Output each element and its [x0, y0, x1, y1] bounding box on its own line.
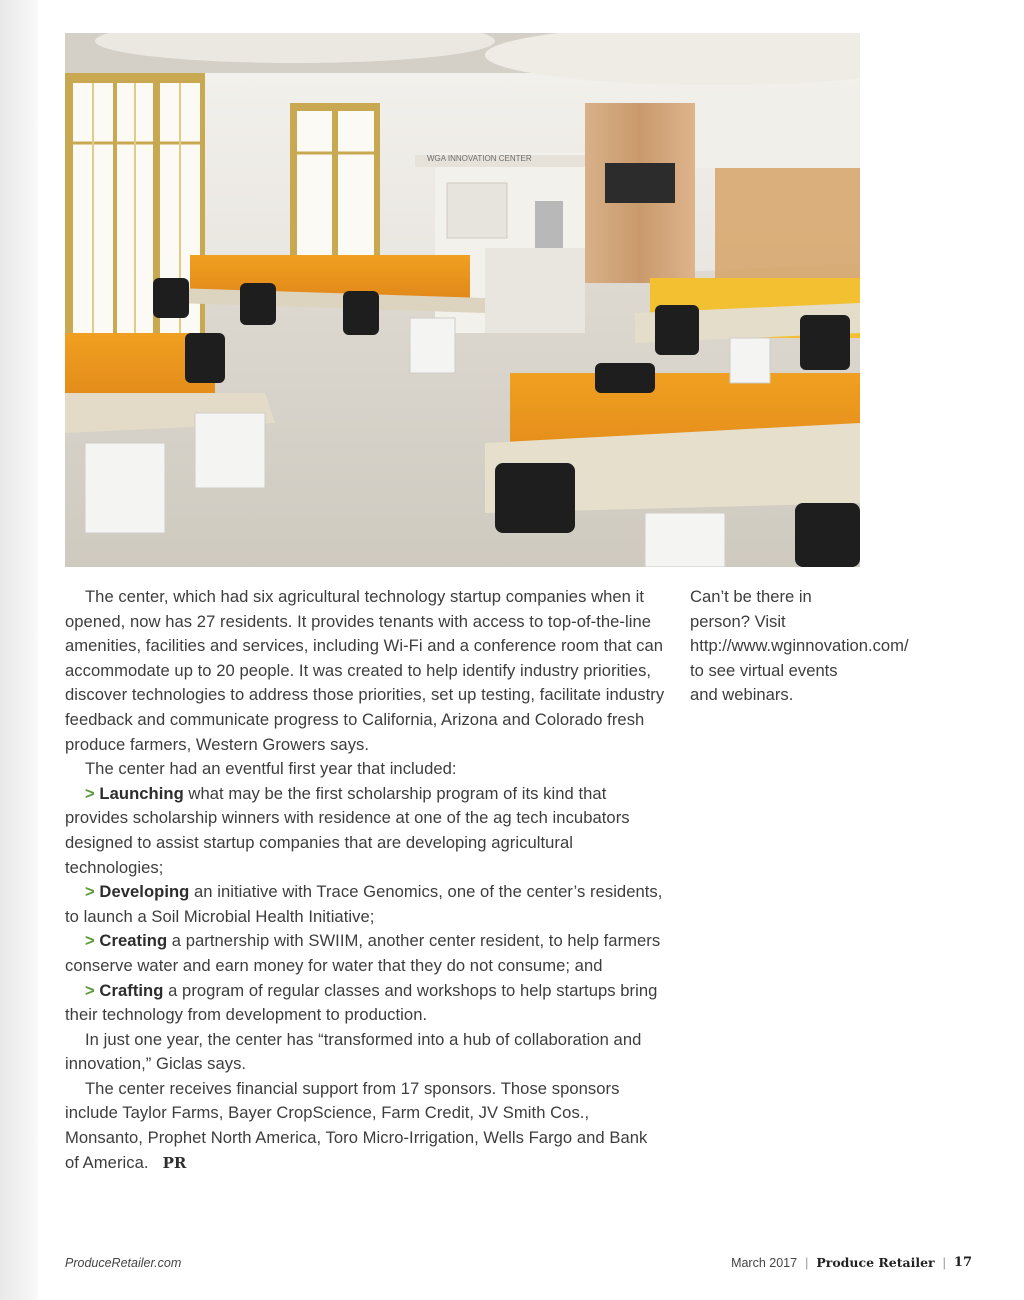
- bullet-item: [65, 880, 665, 929]
- bullet-keyword: Creating: [99, 931, 168, 951]
- footer-site: ProduceRetailer.com: [65, 1256, 182, 1270]
- footer-separator: |: [942, 1255, 946, 1270]
- sign-text: WGA INNOVATION CENTER: [427, 154, 532, 163]
- page-number: 17: [953, 1255, 972, 1270]
- bullet-marker: >: [85, 980, 95, 1000]
- end-signoff: PR: [162, 1153, 187, 1172]
- bullet-marker: >: [85, 882, 95, 902]
- bullet-marker: >: [85, 931, 95, 951]
- bullet-text: an initiative with Trace Genomics, one of the center’s residents, to launch a Soil Microbial Health Initiative;: [65, 882, 663, 926]
- bullet-keyword: Crafting: [99, 980, 164, 1000]
- footer-date: March 2017: [731, 1255, 798, 1270]
- office-illustration: [65, 33, 860, 567]
- sidebar-note: [690, 585, 909, 708]
- paragraph: The center, which had six agricultural technology startup companies when it opened, now has 27 residents. It provides tenants with access to top-of-the-line amenities, facilities and services, including Wi-Fi and a conference room that can accommodate up to 20 people. It was created to help identify industry priorities, discover technologies to address those priorities, set up testing, facilitate industry feedback and communicate progress to California, Arizona and Colorado fresh produce farmers, Western Growers says.: [65, 587, 665, 754]
- footer-folio: [731, 1255, 972, 1270]
- footer-separator: |: [805, 1255, 809, 1270]
- page-gutter: [0, 0, 38, 1300]
- bullet-text: a program of regular classes and workshops to help startups bring their technology from development to production.: [65, 980, 658, 1025]
- bullet-keyword: Developing: [99, 882, 190, 902]
- article-body: [65, 585, 665, 1175]
- bullet-item: [65, 782, 665, 880]
- office-photo: [65, 33, 860, 567]
- paragraph: The center had an eventful first year that included:: [85, 759, 457, 779]
- bullet-keyword: Launching: [99, 783, 184, 803]
- paragraph: [65, 1077, 665, 1175]
- bullet-text: a partnership with SWIIM, another center resident, to help farmers conserve water and earn money for water that they do not consume; and: [65, 931, 661, 975]
- bullet-text: what may be the first scholarship program of its kind that provides scholarship winners with residence at one of the ag tech incubators designed to assist startup companies that are developing agricultural technologies;: [65, 783, 630, 877]
- footer-publication: Produce Retailer: [816, 1255, 935, 1270]
- paragraph: In just one year, the center has “transformed into a hub of collaboration and innovation,” Giclas says.: [65, 1029, 642, 1074]
- bullet-item: [65, 979, 665, 1028]
- paragraph-text: The center receives financial support from 17 sponsors. Those sponsors include Taylor Farms, Bayer CropScience, Farm Credit, JV Smith Cos., Monsanto, Prophet North America, Toro Micro-Irrigation, Wells Fargo and Bank of America.: [65, 1078, 648, 1172]
- bullet-marker: >: [85, 783, 95, 803]
- sidebar-text: Can’t be there in person? Visit http://www.wginnovation.com/ to see virtual events and webinars.: [690, 587, 909, 705]
- bullet-item: [65, 929, 665, 978]
